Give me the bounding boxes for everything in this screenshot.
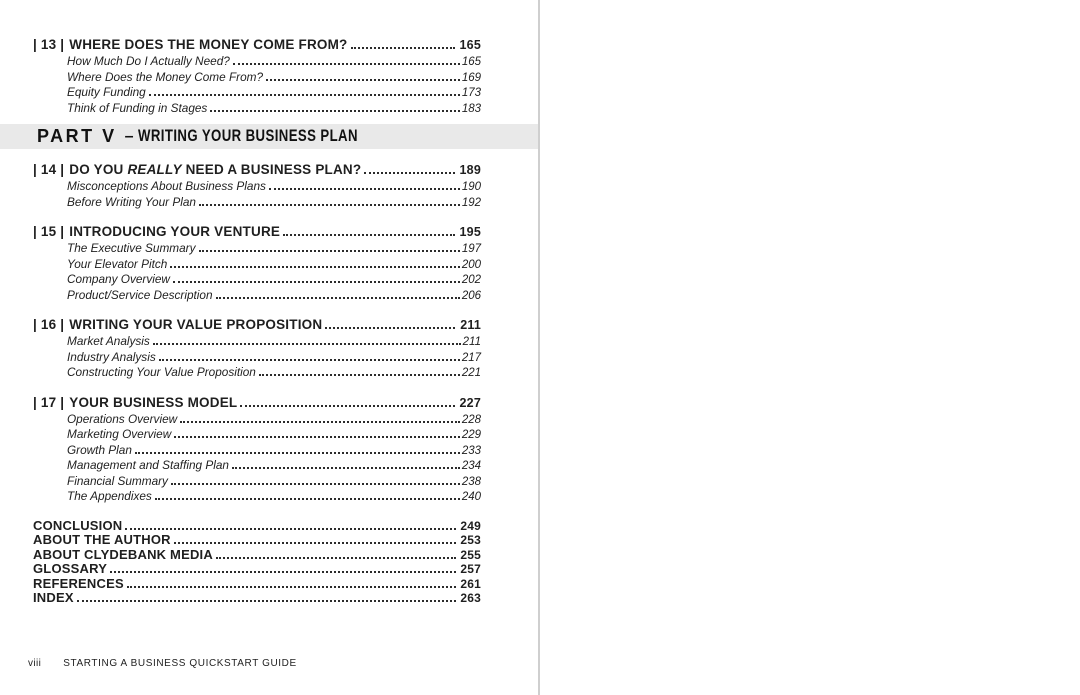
dot-leader [125,528,456,530]
dot-leader [199,250,460,252]
dot-leader [153,343,461,345]
chapter-number-label: | 17 | [33,394,65,410]
sub-entry-title: Operations Overview [67,411,178,426]
chapter-title [69,162,361,178]
dot-leader [199,204,460,206]
page-number: 253 [460,533,481,548]
sub-entry-title: Equity Funding [67,85,146,99]
chapter-heading-row [33,224,481,240]
chapter-title-part: REALLY [127,162,182,177]
page-number: 221 [461,367,481,379]
chapter-title-part: WRITING YOUR VALUE PROPOSITION [69,317,323,332]
dot-leader [216,297,460,299]
sub-entry-title: Product/Service Description [67,287,213,302]
sub-entry-title: Company Overview [67,272,170,286]
toc-sub-entry [33,70,481,86]
dot-leader [110,571,456,573]
page-number: 211 [460,318,481,332]
sub-entry-title: Market Analysis [67,334,150,348]
folio-page-number: viii [28,658,42,669]
backmatter-section [33,519,481,607]
footer [28,658,297,669]
toc-sub-entry [33,101,481,117]
page-number: 229 [461,429,481,441]
page-number: 255 [460,547,481,562]
page-number: 195 [459,225,481,239]
dot-leader [149,94,460,96]
sub-entry-title: How Much Do I Actually Need? [67,54,230,68]
chapter-entry [33,395,481,505]
dot-leader [259,374,460,376]
chapter-entry [33,224,481,303]
dot-leader [351,47,455,49]
chapter-number-label: | 16 | [33,317,65,332]
part-label: PART V [37,126,117,146]
page-number: 173 [461,87,481,99]
toc-sub-entry [33,474,481,490]
toc-sub-entry [33,334,481,350]
chapter-title-part: WHERE DOES THE MONEY COME FROM? [69,37,348,52]
chapter-entry [33,317,481,381]
toc-sub-entry [33,427,481,443]
dot-leader [266,79,460,81]
chapter-heading-row [33,317,481,333]
toc-sub-entry [33,350,481,366]
toc-sub-entry [33,195,481,211]
page-number: 228 [461,413,481,426]
dot-leader [135,452,460,454]
page-divider [538,0,540,695]
backmatter-entry [33,591,481,606]
toc-sub-entry [33,85,481,101]
page-number: 211 [462,336,481,348]
toc-sub-entry [33,272,481,288]
page-number: 206 [461,289,481,302]
page-number: 197 [461,243,481,255]
part-title: WRITING YOUR BUSINESS PLAN [137,127,358,145]
chapter-title-part: INTRODUCING YOUR VENTURE [69,224,281,239]
chapter-number-label: | 14 | [33,162,65,177]
sub-entry-title: Where Does the Money Come From? [67,69,264,84]
dot-leader [232,467,460,469]
chapter-entry [33,162,481,210]
chapter-title-part: DO YOU [69,162,128,177]
dot-leader [210,110,459,112]
page-number: 238 [461,475,481,488]
toc-sub-entry [33,179,481,195]
sub-entry-title: The Executive Summary [67,241,196,255]
chapter-title-part: NEED A BUSINESS PLAN? [181,162,362,177]
dot-leader [77,600,457,602]
backmatter-entry [33,548,481,563]
toc-sub-entry [33,257,481,273]
page-number: 233 [461,444,481,457]
dot-leader [173,281,460,283]
backmatter-entry [33,577,481,592]
page-number: 227 [459,395,481,410]
dot-leader [240,405,454,407]
backmatter-entry [33,562,481,577]
toc-sub-entry [33,489,481,505]
sub-entry-title: Think of Funding in Stages [67,100,208,115]
toc-sub-entry [33,443,481,459]
sub-entry-title: Your Elevator Pitch [67,256,168,271]
page-number: 200 [461,258,481,271]
dot-leader [283,234,454,236]
dot-leader [269,188,460,190]
chapter-heading-row [33,395,481,411]
page-number: 169 [461,71,481,84]
toc-sub-entry [33,288,481,304]
chapter-number-label: | 15 | [33,224,65,239]
toc-page [0,0,538,695]
sub-entry-title: Financial Summary [67,473,168,488]
part-band [0,124,538,149]
chapter-title [69,224,280,240]
sub-entry-title: Management and Staffing Plan [67,458,229,472]
page-number: 183 [461,102,481,115]
backmatter-title: ABOUT THE AUTHOR [33,532,171,548]
sub-entry-title: Before Writing Your Plan [67,194,196,209]
dot-leader [180,421,460,423]
chapter-title [69,37,347,53]
dot-leader [171,483,460,485]
page-number: 217 [461,351,481,364]
chapter-entry [33,37,481,116]
backmatter-title: ABOUT CLYDEBANK MEDIA [33,546,213,562]
page-number: 261 [460,576,481,591]
backmatter-title: CONCLUSION [33,517,123,533]
toc-sub-entry [33,412,481,428]
sub-entry-title: Marketing Overview [67,427,172,441]
backmatter-entry [33,533,481,548]
page-number: 165 [461,56,481,68]
dot-leader [127,586,457,588]
dot-leader [364,172,454,174]
dot-leader [155,498,460,500]
chapter-number-label: | 13 | [33,37,65,52]
chapter-heading-row [33,37,481,53]
page-number: 165 [459,38,481,52]
dot-leader [233,63,460,65]
part-dash: – [124,127,134,145]
page-number: 249 [460,518,481,533]
dot-leader [174,436,460,438]
sub-entry-title: Constructing Your Value Proposition [67,365,256,379]
chapter-title [69,395,237,411]
dot-leader [170,266,459,268]
chapter-title [69,317,322,333]
toc-sub-entry [33,365,481,381]
dot-leader [159,359,460,361]
chapter-heading-row [33,162,481,178]
backmatter-title: GLOSSARY [33,561,108,577]
page-number: 192 [461,196,481,209]
sub-entry-title: The Appendixes [67,489,152,503]
toc-sub-entry [33,54,481,70]
toc-sub-entry [33,241,481,257]
backmatter-entry [33,519,481,534]
page-number: 202 [461,274,481,286]
sub-entry-title: Industry Analysis [67,349,156,364]
dot-leader [325,327,455,329]
page-number: 263 [460,591,481,606]
toc-sections [0,0,538,606]
page-number: 189 [459,163,481,177]
backmatter-title: INDEX [33,590,74,606]
sub-entry-title: Misconceptions About Business Plans [67,179,266,193]
dot-leader [216,557,456,559]
sub-entry-title: Growth Plan [67,442,132,457]
page-number: 257 [460,562,481,577]
footer-book-title: STARTING A BUSINESS QUICKSTART GUIDE [63,658,297,669]
toc-sub-entry [33,458,481,474]
page-number: 240 [461,491,481,503]
page-number: 234 [461,460,481,472]
backmatter-title: REFERENCES [33,575,124,591]
chapter-title-part: YOUR BUSINESS MODEL [69,394,238,410]
dot-leader [174,542,457,544]
page-number: 190 [461,181,481,193]
